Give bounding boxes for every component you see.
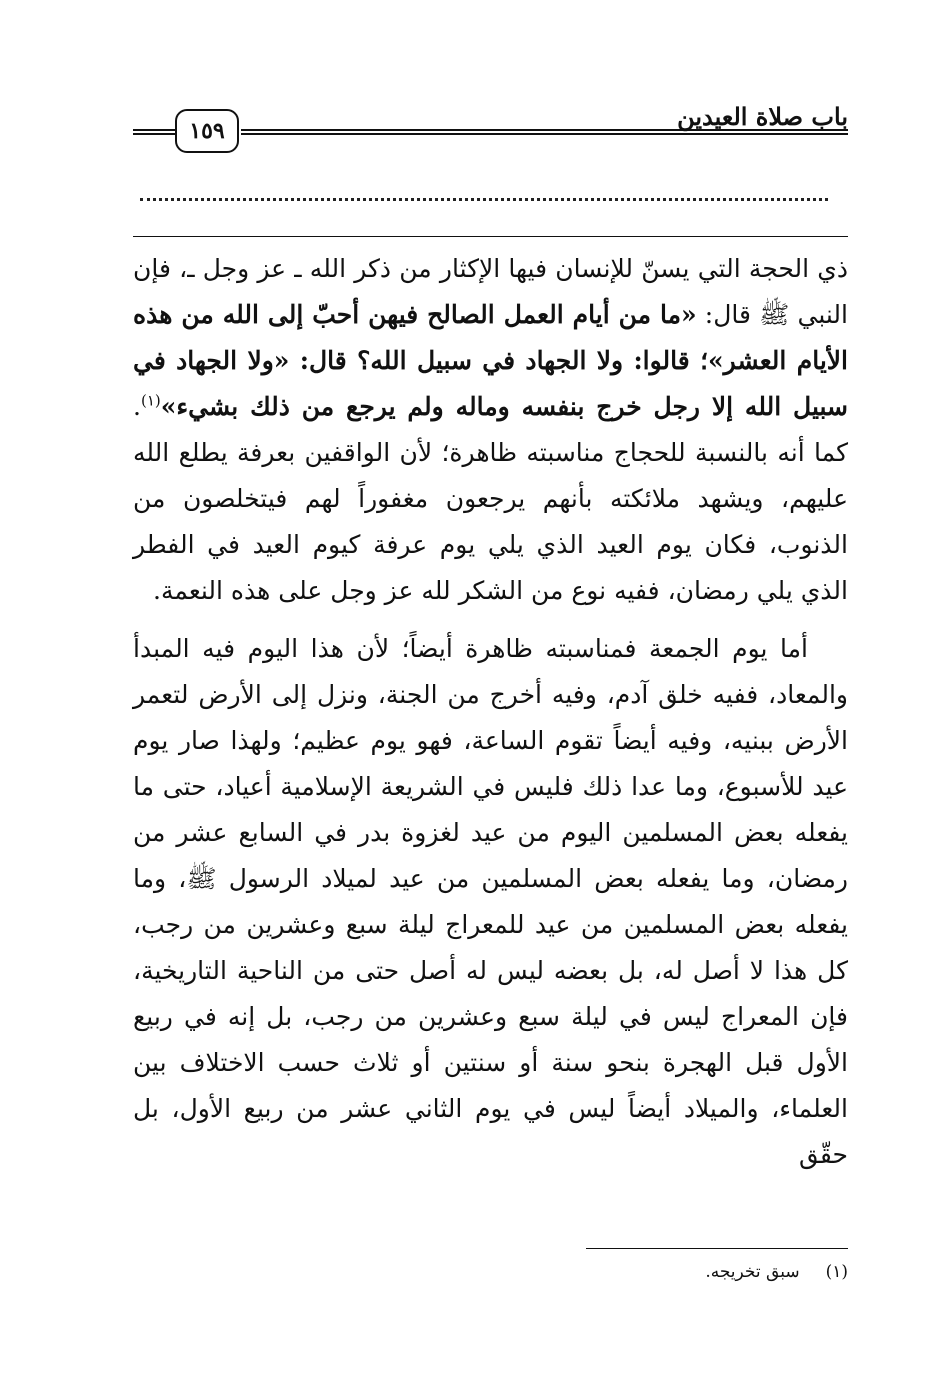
header-double-rule: [241, 129, 848, 135]
paragraph: أما يوم الجمعة فمناسبته ظاهرة أيضاً؛ لأن هذا اليوم فيه المبدأ والمعاد، ففيه خلق آدم، وفيه أخرج من الجنة، ونزل إلى الأرض لتعمر الأرض ببنيه، وفيه أيضاً تقوم الساعة، فهو يوم عظيم؛ ولهذا صار يوم عيد للأسبوع، وما عدا ذلك فليس في الشريعة الإسلامية أعياد، حتى ما يفعله بعض المسلمين اليوم من عيد لغزوة بدر في السابع عشر من رمضان، وما يفعله بعض المسلمين من عيد لميلاد الرسول ﷺ، وما يفعله بعض المسلمين من عيد للمعراج ليلة سبع وعشرين من رجب، كل هذا لا أصل له، بل بعضه ليس له أصل حتى من الناحية التاريخية، فإن المعراج ليس في ليلة سبع وعشرين من رجب، بل إنه في ربيع الأول قبل الهجرة بنحو سنة أو سنتين أو ثلاث حسب الاختلاف بين العلماء، والميلاد أيضاً ليس في يوم الثاني عشر من ربيع الأول، بل حقّق: [133, 634, 848, 1169]
footnote-number: (١): [825, 1262, 848, 1282]
page-number: ١٥٩: [175, 109, 239, 153]
main-text: [133, 246, 848, 1178]
header-double-rule-short: [133, 129, 175, 135]
paragraph-text: ذي الحجة التي يسنّ للإنسان فيها الإكثار من ذكر الله ـ عز وجل ـ، فإن النبي ﷺ قال:: [133, 254, 848, 329]
paragraph: [133, 246, 848, 614]
page-header: [133, 100, 848, 160]
footnote-reference: (١): [140, 391, 161, 410]
footnote-text: سبق تخريجه.: [705, 1262, 800, 1282]
dotted-divider: [140, 198, 828, 201]
paragraph-text: . كما أنه بالنسبة للحجاج مناسبته ظاهرة؛ لأن الواقفين بعرفة يطلع الله عليهم، ويشهد ملائكته بأنهم يرجعون مغفوراً لهم فيتخلصون من الذنوب، فكان يوم العيد الذي يلي يوم عرفة كيوم العيد في الفطر الذي يلي رمضان، ففيه نوع من الشكر لله عز وجل على هذه النعمة.: [133, 392, 848, 605]
running-title: باب صلاة العيدين: [677, 102, 848, 131]
footnote: [705, 1262, 848, 1282]
hadith-quote: «ما من أيام العمل الصالح فيهن أحبّ إلى الله من هذه الأيام العشر»؛ قالوا: ولا الجهاد في سبيل الله؟ قال: «ولا الجهاد في سبيل الله إلا رجل خرج بنفسه وماله ولم يرجع من ذلك بشيء»: [133, 300, 848, 421]
footnote-separator: [586, 1248, 848, 1249]
text-top-rule: [133, 236, 848, 237]
